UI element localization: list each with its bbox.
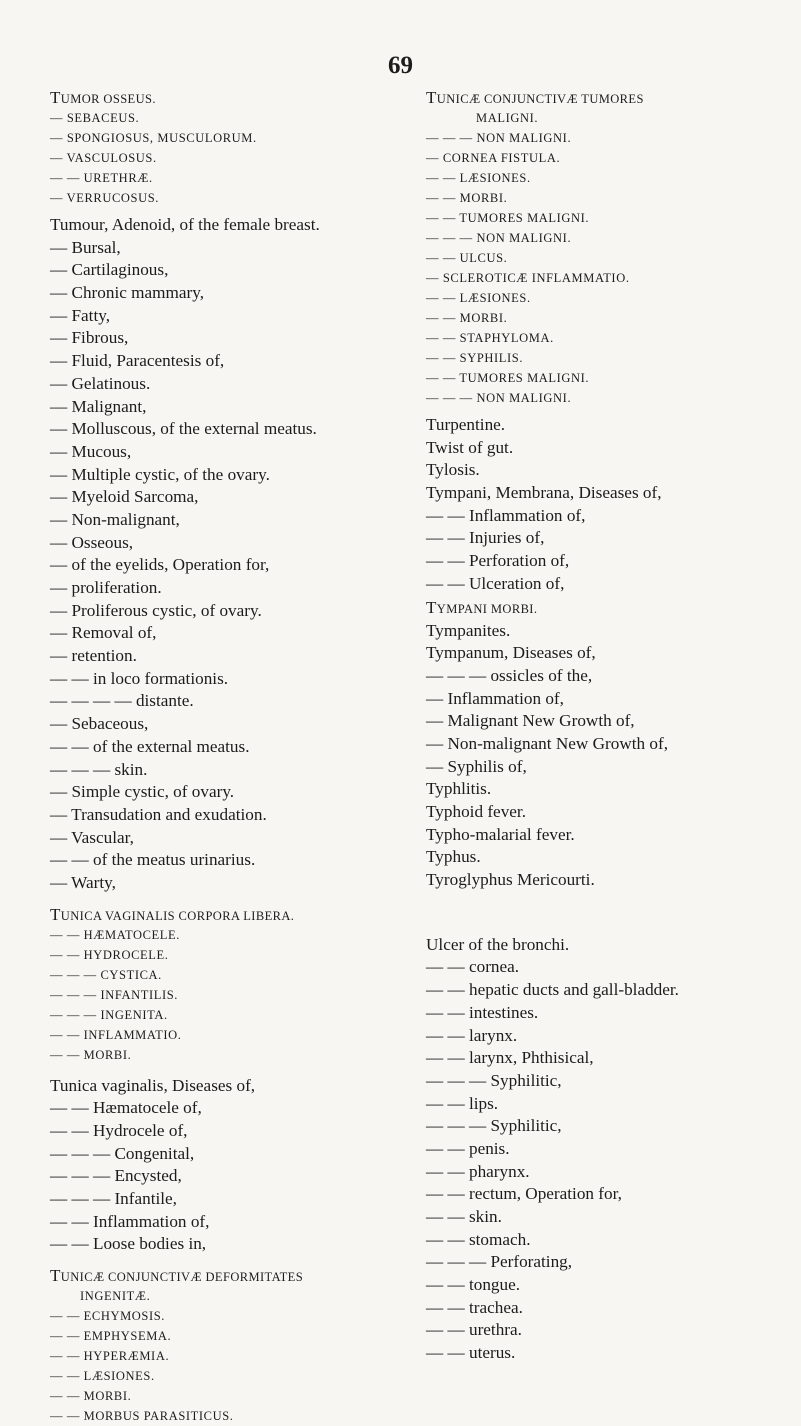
index-entry: — — HYDROCELE. bbox=[50, 947, 169, 962]
index-entry-continuation: INGENITÆ. bbox=[80, 1289, 151, 1304]
index-entry: — — — Encysted, bbox=[50, 1166, 182, 1186]
index-entry-heading: Tunica vaginalis, Diseases of, bbox=[50, 1075, 256, 1095]
index-entry: — Fluid, Paracentesis of, bbox=[50, 351, 225, 371]
index-entry: — — — NON MALIGNI. bbox=[426, 131, 572, 145]
index-entry: — — — CYSTICA. bbox=[50, 967, 162, 982]
index-entry: — — MORBUS PARASITICUS. bbox=[50, 1409, 234, 1424]
index-entry: — — Hæmatocele of, bbox=[50, 1098, 202, 1118]
index-entry: — — MORBI. bbox=[50, 1389, 132, 1404]
index-entry: — CORNEA FISTULA. bbox=[426, 151, 561, 165]
index-entry: — — skin. bbox=[426, 1207, 502, 1226]
index-entry: — — INFLAMMATIO. bbox=[50, 1027, 182, 1042]
turpentine-list bbox=[426, 414, 776, 596]
index-entry: — Non-malignant New Growth of, bbox=[426, 733, 669, 753]
index-entry: — — LÆSIONES. bbox=[426, 171, 531, 185]
index-entry: — — — INFANTILIS. bbox=[50, 987, 179, 1002]
index-entry-heading: TYMPANI MORBI. bbox=[426, 597, 538, 617]
left-column bbox=[50, 88, 402, 1426]
index-entry: — — larynx. bbox=[426, 1025, 518, 1045]
index-entry: — — — Congenital, bbox=[50, 1143, 195, 1163]
index-entry: — — urethra. bbox=[426, 1320, 522, 1340]
index-entry: — Malignant New Growth of, bbox=[426, 711, 635, 731]
index-entry: — — Injuries of, bbox=[426, 528, 545, 548]
index-entry: — Vascular, bbox=[50, 827, 134, 847]
index-entry: — Simple cystic, of ovary. bbox=[50, 782, 235, 802]
index-entry: — — — Syphilitic, bbox=[426, 1070, 562, 1090]
index-entry: Typhus. bbox=[426, 847, 481, 867]
index-entry: Tylosis. bbox=[426, 460, 480, 480]
index-entry: Typhlitis. bbox=[426, 779, 492, 799]
tympanites-list bbox=[426, 620, 776, 892]
index-entry: — Sebaceous, bbox=[50, 714, 149, 734]
index-entry: — — TUMORES MALIGNI. bbox=[426, 211, 590, 225]
index-entry: — Malignant, bbox=[50, 396, 147, 416]
tunica-vaginalis-english-list bbox=[50, 1075, 402, 1257]
index-entry: — — stomach. bbox=[426, 1229, 531, 1249]
index-entry: — Proliferous cystic, of ovary. bbox=[50, 600, 262, 620]
index-entry: — proliferation. bbox=[50, 578, 162, 597]
index-entry: — — penis. bbox=[426, 1138, 510, 1158]
index-entry: — — tongue. bbox=[426, 1275, 521, 1295]
index-entry: — — intestines. bbox=[426, 1002, 539, 1022]
tumour-english-list bbox=[50, 214, 402, 895]
index-entry: Tympanum, Diseases of, bbox=[426, 643, 596, 663]
index-entry: — Warty, bbox=[50, 872, 116, 892]
index-entry: — — HÆMATOCELE. bbox=[50, 927, 180, 942]
index-entry: — — STAPHYLOMA. bbox=[426, 331, 554, 345]
index-entry: — Syphilis of, bbox=[426, 756, 527, 776]
index-entry: — — MORBI. bbox=[426, 191, 508, 205]
index-entry: — — LÆSIONES. bbox=[50, 1369, 155, 1384]
index-entry: — Chronic mammary, bbox=[50, 283, 205, 303]
index-entry: — Inflammation of, bbox=[426, 688, 564, 708]
index-entry: — Fatty, bbox=[50, 305, 110, 325]
index-entry: — Transudation and exudation. bbox=[50, 804, 267, 824]
index-entry: — Mucous, bbox=[50, 441, 132, 461]
index-entry: — — Hydrocele of, bbox=[50, 1121, 188, 1140]
index-entry: — — Inflammation of, bbox=[426, 505, 586, 525]
index-entry: — — MORBI. bbox=[50, 1047, 132, 1062]
index-entry: Typho-malarial fever. bbox=[426, 824, 575, 844]
index-entry: — — trachea. bbox=[426, 1297, 523, 1317]
tunicae-deformitates-list bbox=[50, 1266, 402, 1426]
tunicae-tumores-list bbox=[426, 88, 776, 408]
index-entry: — VERRUCOSUS. bbox=[50, 191, 159, 205]
index-entry-heading: TUNICÆ CONJUNCTIVÆ DEFORMITATES bbox=[50, 1266, 304, 1286]
index-entry: — Gelatinous. bbox=[50, 373, 151, 393]
index-entry-heading: Tumour, Adenoid, of the female breast. bbox=[50, 215, 320, 234]
index-entry: — SCLEROTICÆ INFLAMMATIO. bbox=[426, 271, 630, 285]
index-entry: — — — Syphilitic, bbox=[426, 1116, 562, 1136]
index-entry: — — Loose bodies in, bbox=[50, 1234, 207, 1254]
index-entry: — — — skin. bbox=[50, 759, 148, 779]
index-entry: — — of the meatus urinarius. bbox=[50, 850, 256, 870]
index-entry: Tympanites. bbox=[426, 620, 511, 640]
index-entry: — — Inflammation of, bbox=[50, 1211, 210, 1231]
index-entry: — — pharynx. bbox=[426, 1161, 530, 1181]
index-entry: Tyroglyphus Mericourti. bbox=[426, 870, 595, 890]
index-entry: — — LÆSIONES. bbox=[426, 291, 531, 305]
index-entry: — Osseous, bbox=[50, 532, 134, 552]
index-entry: — Cartilaginous, bbox=[50, 260, 169, 280]
index-entry: — — ECHYMOSIS. bbox=[50, 1309, 166, 1324]
index-entry-continuation: MALIGNI. bbox=[476, 111, 539, 125]
index-entry: — — in loco formationis. bbox=[50, 668, 229, 688]
index-entry: — Bursal, bbox=[50, 237, 121, 257]
right-column bbox=[426, 88, 776, 1365]
index-entry-heading: TUMOR OSSEUS. bbox=[50, 88, 156, 107]
index-entry: — — — NON MALIGNI. bbox=[426, 391, 572, 405]
index-entry: — — larynx, Phthisical, bbox=[426, 1048, 594, 1068]
index-entry: — — Perforation of, bbox=[426, 551, 570, 571]
index-entry: — — cornea. bbox=[426, 957, 520, 977]
index-entry: Turpentine. bbox=[426, 415, 506, 434]
index-entry: — — URETHRÆ. bbox=[50, 171, 153, 185]
index-entry: — — MORBI. bbox=[426, 311, 508, 325]
tumor-latin-list bbox=[50, 88, 402, 208]
index-entry: — — uterus. bbox=[426, 1343, 516, 1363]
page-number: 69 bbox=[388, 52, 413, 79]
index-entry: — — TUMORES MALIGNI. bbox=[426, 371, 590, 385]
index-entry: — — SYPHILIS. bbox=[426, 351, 524, 365]
index-entry: — — ULCUS. bbox=[426, 251, 508, 265]
index-entry: — — rectum, Operation for, bbox=[426, 1184, 622, 1204]
index-entry: — SEBACEUS. bbox=[50, 111, 140, 125]
index-entry: — Non-malignant, bbox=[50, 509, 180, 529]
index-entry: — — — NON MALIGNI. bbox=[426, 231, 572, 245]
index-entry: — VASCULOSUS. bbox=[50, 151, 157, 165]
ulcer-list bbox=[426, 934, 776, 1365]
index-entry: — — — INGENITA. bbox=[50, 1007, 168, 1022]
index-entry: Typhoid fever. bbox=[426, 802, 526, 821]
index-entry: — — EMPHYSEMA. bbox=[50, 1329, 172, 1344]
index-entry: — — — — distante. bbox=[50, 691, 194, 711]
index-entry: — — hepatic ducts and gall-bladder. bbox=[426, 980, 679, 1000]
index-entry: — — — Infantile, bbox=[50, 1189, 177, 1209]
index-entry: — of the eyelids, Operation for, bbox=[50, 555, 270, 575]
index-entry: — Fibrous, bbox=[50, 328, 129, 348]
index-entry: — Molluscous, of the external meatus. bbox=[50, 419, 317, 439]
index-entry: Tympani, Membrana, Diseases of, bbox=[426, 483, 662, 503]
index-entry: — Myeloid Sarcoma, bbox=[50, 487, 199, 507]
index-entry: — SPONGIOSUS, MUSCULORUM. bbox=[50, 131, 257, 145]
index-entry-heading: Ulcer of the bronchi. bbox=[426, 934, 570, 954]
index-entry: — — — ossicles of the, bbox=[426, 665, 593, 685]
index-entry: — Multiple cystic, of the ovary. bbox=[50, 464, 270, 484]
index-entry: Twist of gut. bbox=[426, 437, 514, 457]
index-entry: — — Ulceration of, bbox=[426, 573, 565, 593]
index-entry-heading: TUNICÆ CONJUNCTIVÆ TUMORES bbox=[426, 88, 644, 107]
index-entry: — retention. bbox=[50, 646, 137, 666]
index-entry-heading: TUNICA VAGINALIS CORPORA LIBERA. bbox=[50, 904, 295, 924]
index-entry: — — — Perforating, bbox=[426, 1252, 573, 1272]
index-entry: — — lips. bbox=[426, 1093, 499, 1113]
index-entry: — — of the external meatus. bbox=[50, 736, 250, 756]
index-entry: — — HYPERÆMIA. bbox=[50, 1349, 170, 1364]
index-entry: — Removal of, bbox=[50, 623, 157, 643]
tunica-vaginalis-latin-list bbox=[50, 905, 402, 1065]
